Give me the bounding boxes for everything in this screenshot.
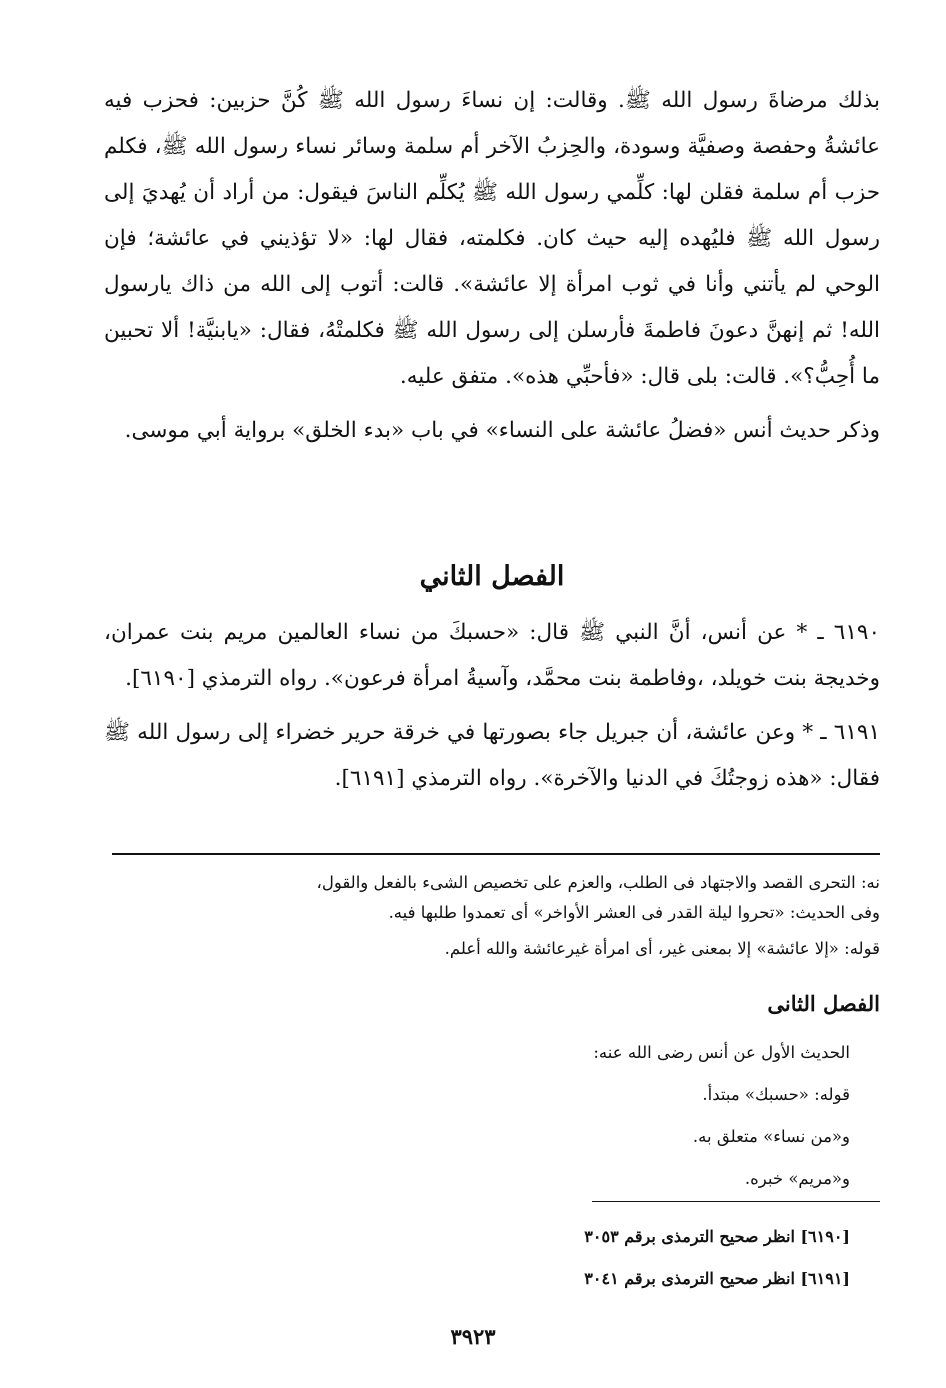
page-number: ٣٩٢٣ — [450, 1324, 496, 1349]
commentary-item-1: الحديث الأول عن أنس رضى الله عنه: — [593, 1043, 850, 1062]
commentary-item-2: قوله: «حسبك» مبتدأ. — [702, 1085, 850, 1104]
commentary-title: الفصل الثانى — [767, 991, 880, 1016]
references-divider — [592, 1201, 880, 1202]
commentary-item-4: و«مريم» خبره. — [744, 1169, 850, 1188]
reference-6191: [٦١٩١] انظر صحيح الترمذى برقم ٣٠٤١ — [584, 1269, 850, 1288]
body-paragraph-2: وذكر حديث أنس «فضلُ عائشة على النساء» في باب «بدء الخلق» برواية أبي موسى. — [124, 418, 880, 443]
hadith-6191: ٦١٩١ ـ * وعن عائشة، أن جبريل جاء بصورتها في خرقة حرير خضراء إلى رسول الله ﷺ فقال: «هذه زوجتُكَ في الدنيا والآخرة». رواه الترمذي [٦١٩١]. — [104, 720, 880, 791]
main-text-block — [104, 78, 880, 454]
commentary-list — [150, 1032, 850, 1200]
commentary-line-2: وفى الحديث: «تحروا ليلة القدر فى العشر الأواخر» أى تعمدوا طلبها فيه. — [388, 903, 880, 922]
commentary-block — [112, 868, 880, 964]
commentary-item-3: و«من نساء» متعلق به. — [692, 1127, 850, 1146]
commentary-line-1: نه: التحرى القصد والاجتهاد فى الطلب، والعزم على تخصيص الشىء بالفعل والقول، — [316, 873, 880, 892]
reference-6190: [٦١٩٠] انظر صحيح الترمذى برقم ٣٠٥٣ — [584, 1227, 850, 1246]
references-block — [350, 1216, 850, 1300]
body-paragraph-1: بذلك مرضاةَ رسول الله ﷺ. وقالت: إن نساءَ رسول الله ﷺ كُنَّ حزبين: فحزب فيه عائشةُ وحفصة وصفيَّة وسودة، والحِزبُ الآخر أم سلمة وسائر نساء رسول الله ﷺ، فكلم حزب أم سلمة فقلن لها: كلِّمي رسول الله ﷺ يُكلِّم الناسَ فيقول: من أراد أن يُهديَ إلى رسول الله ﷺ فليُهده إليه حيث كان. فكلمته، فقال لها: «لا تؤذيني في عائشة؛ فإن الوحي لم يأتني وأنا في ثوب امرأة إلا عائشة». قالت: أتوب إلى الله من ذاك يارسول الله! ثم إنهنَّ دعونَ فاطمةَ فأرسلن إلى رسول الله ﷺ فكلمتْهُ، فقال: «يابنيَّة! ألا تحبين ما أُحِبُّ؟». قالت: بلى قال: «فأحبِّي هذه». متفق عليه. — [104, 88, 880, 389]
hadith-6190: ٦١٩٠ ـ * عن أنس، أنَّ النبي ﷺ قال: «حسبكَ من نساء العالمين مريم بنت عمران، وخديجة بنت خويلد، ،وفاطمة بنت محمَّد، وآسيةُ امرأة فرعون». رواه الترمذي [٦١٩٠]. — [104, 620, 880, 691]
section-title: الفصل الثاني — [419, 561, 565, 592]
hadith-block — [104, 610, 880, 802]
commentary-line-3: قوله: «إلا عائشة» إلا بمعنى غير، أى امرأة غيرعائشة والله أعلم. — [444, 939, 880, 958]
footnote-divider — [112, 853, 880, 855]
